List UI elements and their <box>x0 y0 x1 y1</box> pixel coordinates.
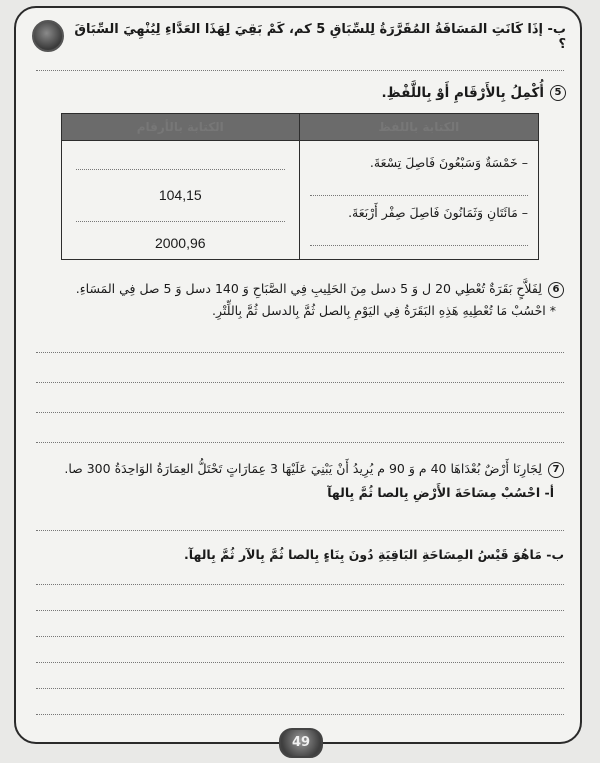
answer-line[interactable] <box>36 70 564 71</box>
exercise-5-heading <box>382 85 566 101</box>
exercise-7-part-b: ب- مَاهُوَ قَيْسُ المِسَاحَةِ البَاقِيَةِ دُونَ بِنَاءٍ بِالصا ثُمَّ بِالآر ثُمَّ بِالهآ. <box>184 547 564 562</box>
exercise-number-6: 6 <box>548 282 564 298</box>
answer-line[interactable] <box>36 412 564 413</box>
exercise-6 <box>44 280 564 298</box>
answer-line[interactable] <box>36 442 564 443</box>
answer-line[interactable] <box>36 610 564 611</box>
words-column <box>299 141 538 260</box>
digits-column <box>62 141 300 260</box>
word-value-2: – مَائَتَانِ وَثَمَانُونَ فَاصِلَ صِفْر أَرْبَعَةَ. <box>348 205 528 220</box>
answer-line[interactable] <box>36 382 564 383</box>
page-number: 49 <box>279 728 323 758</box>
answer-line[interactable] <box>36 714 564 715</box>
exercise-7-statement: لِجَارِنَا أَرْضٌ بُعْدَاهَا 40 م وَ 90 م يُرِيدُ أَنْ يَبْنِيَ عَلَيْهَا 3 عِمَارَاتٍ تَحْتَلُّ العِمَارَةُ الوَاحِدَةُ 300 صا. <box>64 461 542 476</box>
header-words: الكتابة باللفظ <box>299 114 538 141</box>
exercise-7-part-a: أ- احْسُبْ مِسَاحَةَ الأَرْضِ بِالصا ثُمَّ بِالهآ <box>327 485 554 500</box>
answer-line[interactable] <box>310 195 528 196</box>
answer-line[interactable] <box>36 584 564 585</box>
answer-line[interactable] <box>310 245 528 246</box>
answer-line[interactable] <box>76 221 285 222</box>
answer-line[interactable] <box>36 530 564 531</box>
digit-value-2: 2000,96 <box>154 235 206 251</box>
answer-line[interactable] <box>36 352 564 353</box>
exercise-5-title: أُكْمِلُ بِالأَرْقَامِ أَوْ بِاللَّفْظِ. <box>381 85 544 101</box>
answer-line[interactable] <box>36 662 564 663</box>
corner-circle-mark <box>32 20 64 52</box>
answer-line[interactable] <box>36 636 564 637</box>
exercise-7 <box>44 460 564 478</box>
exercise-number-7: 7 <box>548 462 564 478</box>
word-value-1: – خَمْسَةٌ وَسَبْعُونَ فَاصِلَ تِسْعَةَ. <box>369 155 528 170</box>
header-digits: الكتابة بالأرقام <box>62 114 300 141</box>
question-5b: ب- إذَا كَانَتِ المَسَافَةُ المُقَرَّرَةُ لِلسِّبَاقِ 5 كم، كَمْ بَقِيَ لِهَذَا العَدَّاءِ لِيُنْهِيَ السِّبَاقَ ؟ <box>74 22 566 52</box>
exercise-6-task: * احْسُبْ مَا تُعْطِيهِ هَذِهِ البَقَرَةُ فِي اليَوْمِ بِالصل ثُمَّ بِالدسل ثُمَّ بِاللِّتْرِ. <box>212 303 556 318</box>
digit-value-1: 104,15 <box>158 187 202 203</box>
numbers-table <box>61 113 539 260</box>
exercise-number-5: 5 <box>550 85 566 101</box>
answer-line[interactable] <box>76 169 285 170</box>
exercise-6-statement: لِفَلاَّحٍ بَقَرَةٌ تُعْطِي 20 ل وَ 5 دسل مِنَ الحَلِيبِ فِي الصَّبَاحِ وَ 140 دسل وَ 5 صل فِي المَسَاءِ. <box>75 281 542 296</box>
answer-line[interactable] <box>36 688 564 689</box>
